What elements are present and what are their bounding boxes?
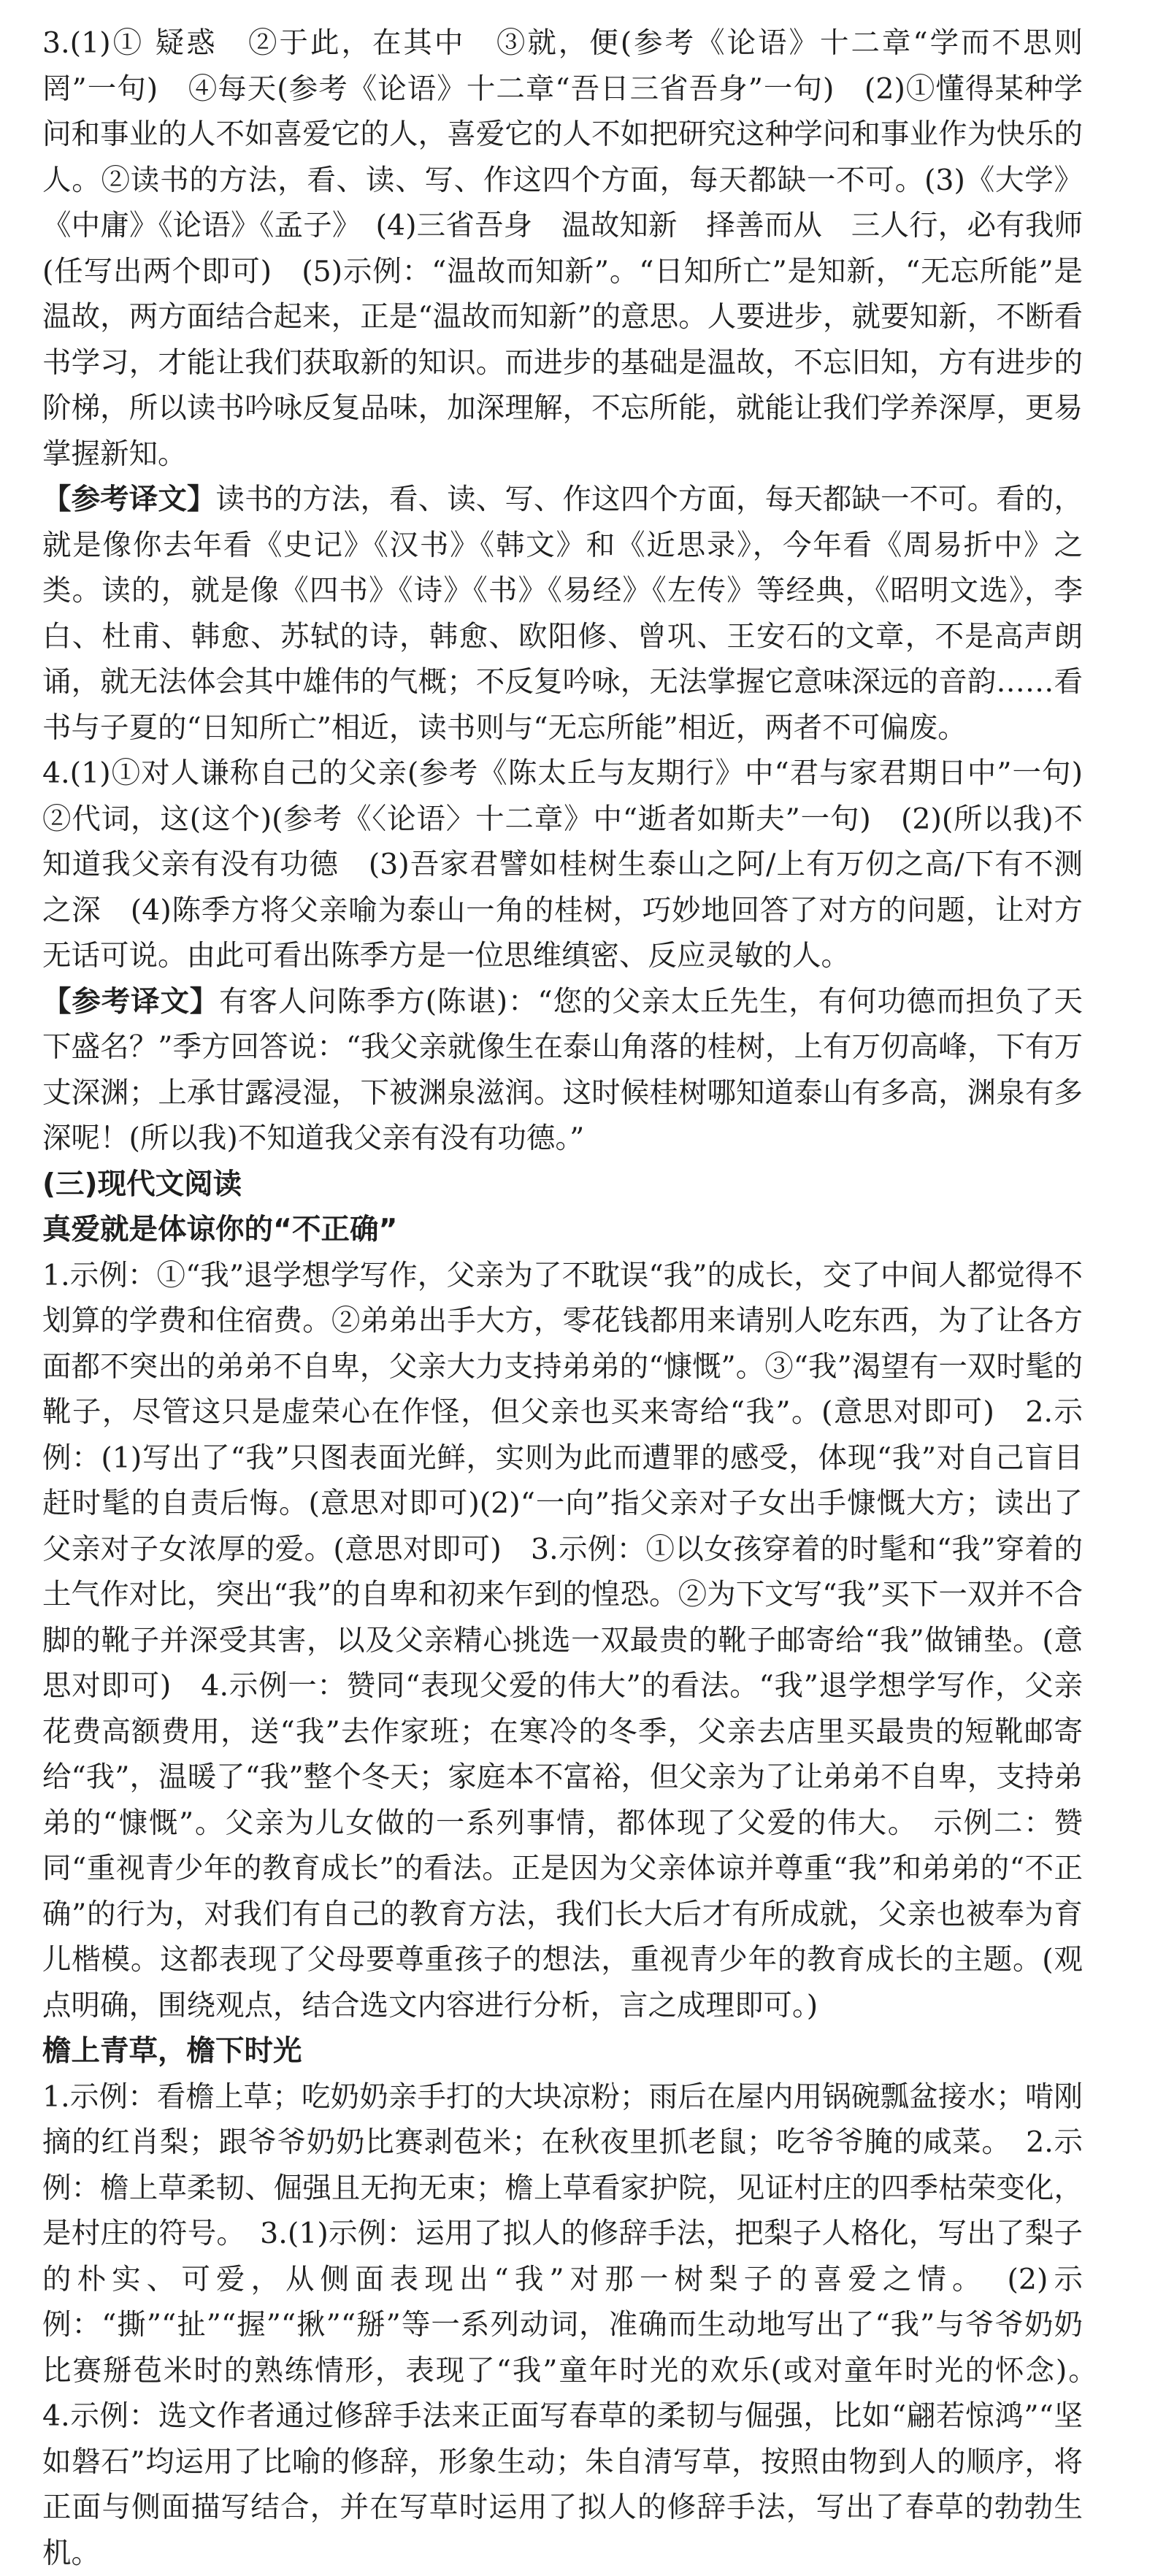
translation-text: 有客人问陈季方(陈谌)：“您的父亲太丘先生，有何功德而担负了天下盛名？”季方回答说：“我父亲就像生在泰山角落的桂树，上有万仞高峰，下有万丈深渊；上承甘露浸湿，下被渊泉滋润。这时候桂树哪知道泰山有多高，渊泉有多深呢！(所以我)不知道我父亲有没有功德。” bbox=[42, 985, 1083, 1156]
article-title-2: 檐上青草，檐下时光 bbox=[42, 2028, 1083, 2074]
translation-q4 bbox=[42, 979, 1083, 1162]
answer-article-2: 1.示例：看檐上草；吃奶奶亲手打的大块凉粉；雨后在屋内用锅碗瓢盆接水；啃刚摘的红肖梨；跟爷爷奶奶比赛剥苞米；在秋夜里抓老鼠；吃爷爷腌的咸菜。 2.示例：檐上草柔韧、倔强且无拘无束；檐上草看家护院，见证村庄的四季枯荣变化，是村庄的符号。 3.(1)示例：运用了拟人的修辞手法，把梨子人格化，写出了梨子的朴实、可爱，从侧面表现出“我”对那一树梨子的喜爱之情。 (2)示例：“撕”“扯”“握”“揪”“掰”等一系列动词，准确而生动地写出了“我”与爷爷奶奶比赛掰苞米时的熟练情形，表现了“我”童年时光的欢乐(或对童年时光的怀念)。 4.示例：选文作者通过修辞手法来正面写春草的柔韧与倔强，比如“翩若惊鸿”“坚如磐石”均运用了比喻的修辞，形象生动；朱自清写草，按照由物到人的顺序，将正面与侧面描写结合，并在写草时运用了拟人的修辞手法，写出了春草的勃勃生机。 bbox=[42, 2074, 1083, 2576]
translation-label: 【参考译文】 bbox=[42, 985, 219, 1019]
answer-q3: 3.(1)① 疑惑 ②于此，在其中 ③就，便(参考《论语》十二章“学而不思则罔”一句) ④每天(参考《论语》十二章“吾日三省吾身”一句) (2)①懂得某种学问和事业的人不如喜爱它的人，喜爱它的人不如把研究这种学问和事业作为快乐的人。②读书的方法，看、读、写、作这四个方面，每天都缺一不可。(3)《大学》《中庸》《论语》《孟子》 (4)三省吾身 温故知新 择善而从 三人行，必有我师 (任写出两个即可) (5)示例：“温故而知新”。“日知所亡”是知新，“无忘所能”是温故，两方面结合起来，正是“温故而知新”的意思。人要进步，就要知新，不断看书学习，才能让我们获取新的知识。而进步的基础是温故，不忘旧知，方有进步的阶梯，所以读书吟咏反复品味，加深理解，不忘所能，就能让我们学养深厚，更易掌握新知。 bbox=[42, 20, 1083, 477]
answer-q4: 4.(1)①对人谦称自己的父亲(参考《陈太丘与友期行》中“君与家君期日中”一句)②代词，这(这个)(参考《〈论语〉十二章》中“逝者如斯夫”一句) (2)(所以我)不知道我父亲有没有功德 (3)吾家君譬如桂树生泰山之阿/上有万仞之高/下有不测之深 (4)陈季方将父亲喻为泰山一角的桂树，巧妙地回答了对方的问题，让对方无话可说。由此可看出陈季方是一位思维缜密、反应灵敏的人。 bbox=[42, 751, 1083, 979]
answer-page bbox=[42, 20, 1083, 2576]
translation-text: 读书的方法，看、读、写、作这四个方面，每天都缺一不可。看的，就是像你去年看《史记》《汉书》《韩文》和《近思录》，今年看《周易折中》之类。读的，就是像《四书》《诗》《书》《易经》《左传》等经典，《昭明文选》，李白、杜甫、韩愈、苏轼的诗，韩愈、欧阳修、曾巩、王安石的文章，不是高声朗诵，就无法体会其中雄伟的气概；不反复吟咏，无法掌握它意味深远的音韵……看书与子夏的“日知所亡”相近，读书则与“无忘所能”相近，两者不可偏废。 bbox=[42, 483, 1083, 745]
article-title-1: 真爱就是体谅你的“不正确” bbox=[42, 1207, 1083, 1253]
translation-q3 bbox=[42, 477, 1083, 751]
answer-article-1: 1.示例：①“我”退学想学写作，父亲为了不耽误“我”的成长，交了中间人都觉得不划算的学费和住宿费。②弟弟出手大方，零花钱都用来请别人吃东西，为了让各方面都不突出的弟弟不自卑，父亲大力支持弟弟的“慷慨”。③“我”渴望有一双时髦的靴子，尽管这只是虚荣心在作怪，但父亲也买来寄给“我”。(意思对即可) 2.示例：(1)写出了“我”只图表面光鲜，实则为此而遭罪的感受，体现“我”对自己盲目赶时髦的自责后悔。(意思对即可)(2)“一向”指父亲对子女出手慷慨大方；读出了父亲对子女浓厚的爱。(意思对即可) 3.示例：①以女孩穿着的时髦和“我”穿着的土气作对比，突出“我”的自卑和初来乍到的惶恐。②为下文写“我”买下一双并不合脚的靴子并深受其害，以及父亲精心挑选一双最贵的靴子邮寄给“我”做铺垫。(意思对即可) 4.示例一：赞同“表现父爱的伟大”的看法。“我”退学想学写作，父亲花费高额费用，送“我”去作家班；在寒冷的冬季，父亲去店里买最贵的短靴邮寄给“我”，温暖了“我”整个冬天；家庭本不富裕，但父亲为了让弟弟不自卑，支持弟弟的“慷慨”。父亲为儿女做的一系列事情，都体现了父爱的伟大。 示例二：赞同“重视青少年的教育成长”的看法。正是因为父亲体谅并尊重“我”和弟弟的“不正确”的行为，对我们有自己的教育方法，我们长大后才有所成就，父亲也被奉为育儿楷模。这都表现了父母要尊重孩子的想法，重视青少年的教育成长的主题。(观点明确，围绕观点，结合选文内容进行分析，言之成理即可。) bbox=[42, 1253, 1083, 2029]
section-heading: (三)现代文阅读 bbox=[42, 1162, 1083, 1208]
translation-label: 【参考译文】 bbox=[42, 483, 216, 516]
